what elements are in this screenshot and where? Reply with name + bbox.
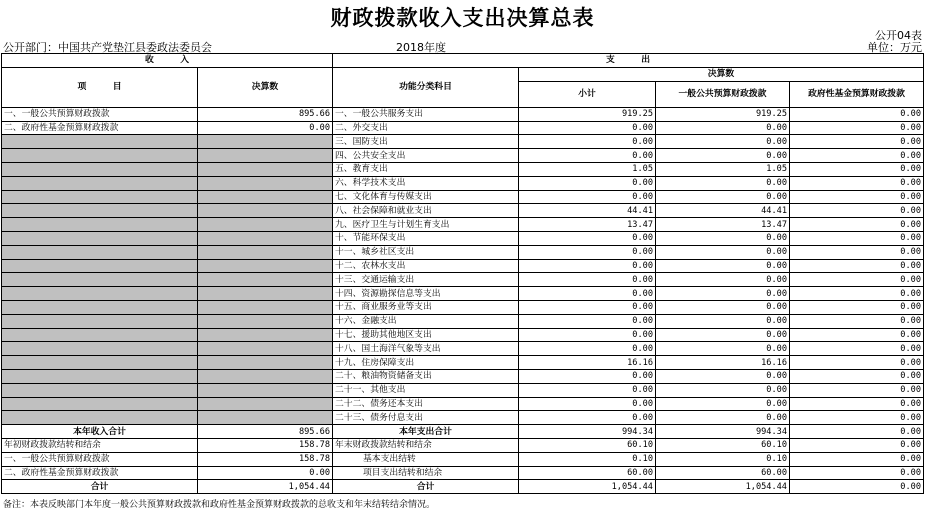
- income-item: [2, 300, 198, 314]
- carry-income-value: 0.00: [198, 466, 333, 480]
- income-item: [2, 149, 198, 163]
- table-row: [2, 259, 924, 273]
- expense-subtotal: 0.00: [519, 287, 656, 301]
- income-value: [198, 411, 333, 425]
- table-row: [2, 121, 924, 135]
- income-item: [2, 328, 198, 342]
- income-value: [198, 356, 333, 370]
- income-item: 二、政府性基金预算财政拨款: [2, 121, 198, 135]
- expense-general-budget: 0.00: [656, 328, 790, 342]
- income-value: [198, 383, 333, 397]
- expense-gov-fund: 0.00: [790, 204, 924, 218]
- income-value: [198, 218, 333, 232]
- expense-item: 二十二、债务还本支出: [333, 397, 519, 411]
- expense-gov-fund: 0.00: [790, 287, 924, 301]
- final-amount-header: 决算数: [198, 67, 333, 107]
- form-number: 公开04表: [875, 29, 922, 42]
- income-item: [2, 259, 198, 273]
- expense-item: 十一、城乡社区支出: [333, 245, 519, 259]
- expense-item: 十四、资源勘探信息等支出: [333, 287, 519, 301]
- expense-gov-fund: 0.00: [790, 231, 924, 245]
- table-row: [2, 107, 924, 121]
- expense-general-budget: 0.00: [656, 135, 790, 149]
- table-row: [2, 218, 924, 232]
- expense-gov-fund: 0.00: [790, 328, 924, 342]
- income-value: [198, 176, 333, 190]
- expense-gov-fund: 0.00: [790, 342, 924, 356]
- carry-subtotal: 60.00: [519, 466, 656, 480]
- table-row: [2, 176, 924, 190]
- income-item: [2, 190, 198, 204]
- table-row: [2, 300, 924, 314]
- table-row: [2, 342, 924, 356]
- income-item: [2, 369, 198, 383]
- table-row: [2, 397, 924, 411]
- final-amount-group-header: 决算数: [519, 67, 924, 81]
- expense-subtotal: 0.00: [519, 231, 656, 245]
- expense-item: 二十、粮油物资储备支出: [333, 369, 519, 383]
- table-body: [2, 107, 924, 493]
- table-row: [2, 231, 924, 245]
- table-row: [2, 314, 924, 328]
- expense-subtotal: 1.05: [519, 162, 656, 176]
- expense-general-budget: 0.00: [656, 231, 790, 245]
- expense-general-budget: 0.00: [656, 300, 790, 314]
- income-value: [198, 314, 333, 328]
- expense-subtotal: 0.00: [519, 259, 656, 273]
- grand-total-general: 1,054.44: [656, 480, 790, 494]
- expense-general-budget: 0.00: [656, 314, 790, 328]
- budget-summary-table: [1, 53, 924, 494]
- income-value: [198, 162, 333, 176]
- expense-general-budget: 13.47: [656, 218, 790, 232]
- expense-subtotal: 0.00: [519, 300, 656, 314]
- grand-total-income-value: 1,054.44: [198, 480, 333, 494]
- expense-general-budget: 0.00: [656, 245, 790, 259]
- income-item: [2, 135, 198, 149]
- table-row: [2, 369, 924, 383]
- carry-general: 0.10: [656, 452, 790, 466]
- income-value: [198, 190, 333, 204]
- income-value: [198, 259, 333, 273]
- carry-general: 60.00: [656, 466, 790, 480]
- carry-expense-item: 项目支出结转和结余: [333, 466, 519, 480]
- expense-subtotal: 0.00: [519, 190, 656, 204]
- expense-subtotal: 0.00: [519, 121, 656, 135]
- income-item: [2, 245, 198, 259]
- table-row: [2, 162, 924, 176]
- income-item: [2, 218, 198, 232]
- carry-income-value: 158.78: [198, 438, 333, 452]
- expense-general-budget: 0.00: [656, 259, 790, 273]
- income-value: [198, 369, 333, 383]
- income-value: [198, 287, 333, 301]
- income-value: [198, 245, 333, 259]
- expense-gov-fund: 0.00: [790, 356, 924, 370]
- expense-gov-fund: 0.00: [790, 245, 924, 259]
- table-row: [2, 273, 924, 287]
- report-title: 财政拨款收入支出决算总表: [330, 5, 595, 30]
- expense-gov-fund: 0.00: [790, 218, 924, 232]
- expense-total-general: 994.34: [656, 425, 790, 439]
- table-row: [2, 245, 924, 259]
- grand-total-row: [2, 480, 924, 494]
- subtotal-header: 小计: [519, 81, 656, 107]
- carry-fund: 0.00: [790, 438, 924, 452]
- income-item: 一、一般公共预算财政拨款: [2, 107, 198, 121]
- expense-item: 十二、农林水支出: [333, 259, 519, 273]
- income-value: [198, 397, 333, 411]
- expense-item: 九、医疗卫生与计划生育支出: [333, 218, 519, 232]
- expense-gov-fund: 0.00: [790, 176, 924, 190]
- expense-general-budget: 0.00: [656, 190, 790, 204]
- carry-subtotal: 0.10: [519, 452, 656, 466]
- carry-income-item: 二、政府性基金预算财政拨款: [2, 466, 198, 480]
- expense-subtotal: 13.47: [519, 218, 656, 232]
- expense-gov-fund: 0.00: [790, 149, 924, 163]
- carry-expense-item: 年末财政拨款结转和结余: [333, 438, 519, 452]
- table-row: [2, 135, 924, 149]
- table-row: [2, 287, 924, 301]
- expense-general-budget: 0.00: [656, 176, 790, 190]
- expense-item: 十七、援助其他地区支出: [333, 328, 519, 342]
- income-item: [2, 342, 198, 356]
- expense-item: 六、科学技术支出: [333, 176, 519, 190]
- expense-general-budget: 919.25: [656, 107, 790, 121]
- table-row: [2, 411, 924, 425]
- income-item: [2, 204, 198, 218]
- income-item: [2, 411, 198, 425]
- expense-item: 二十一、其他支出: [333, 383, 519, 397]
- income-item: [2, 383, 198, 397]
- expense-general-budget: 0.00: [656, 397, 790, 411]
- income-value: 895.66: [198, 107, 333, 121]
- expense-general-budget: 1.05: [656, 162, 790, 176]
- expense-item: 三、国防支出: [333, 135, 519, 149]
- income-value: [198, 204, 333, 218]
- expense-subtotal: 0.00: [519, 176, 656, 190]
- expense-general-budget: 0.00: [656, 342, 790, 356]
- report-meta: [0, 39, 925, 52]
- income-value: [198, 135, 333, 149]
- income-item: [2, 287, 198, 301]
- expense-general-budget: 0.00: [656, 273, 790, 287]
- income-value: [198, 231, 333, 245]
- carry-income-item: 一、一般公共预算财政拨款: [2, 452, 198, 466]
- income-total-label: 本年收入合计: [2, 425, 198, 439]
- expense-gov-fund: 0.00: [790, 259, 924, 273]
- item-header: 项 目: [2, 67, 198, 107]
- expense-general-budget: 0.00: [656, 369, 790, 383]
- carry-row: [2, 466, 924, 480]
- expense-gov-fund: 0.00: [790, 121, 924, 135]
- expense-subtotal: 0.00: [519, 135, 656, 149]
- expense-item: 一、一般公共服务支出: [333, 107, 519, 121]
- totals-row: [2, 425, 924, 439]
- expense-gov-fund: 0.00: [790, 383, 924, 397]
- expense-item: 十六、金融支出: [333, 314, 519, 328]
- carry-income-value: 158.78: [198, 452, 333, 466]
- fiscal-year: 2018年度: [396, 41, 446, 54]
- income-value: [198, 300, 333, 314]
- income-total-value: 895.66: [198, 425, 333, 439]
- income-item: [2, 356, 198, 370]
- expense-subtotal: 0.00: [519, 369, 656, 383]
- expense-subtotal: 16.16: [519, 356, 656, 370]
- carry-expense-item: 基本支出结转: [333, 452, 519, 466]
- income-value: [198, 342, 333, 356]
- expense-gov-fund: 0.00: [790, 314, 924, 328]
- expense-gov-fund: 0.00: [790, 273, 924, 287]
- expense-subtotal: 44.41: [519, 204, 656, 218]
- expense-gov-fund: 0.00: [790, 300, 924, 314]
- expense-item: 八、社会保障和就业支出: [333, 204, 519, 218]
- table-row: [2, 204, 924, 218]
- income-item: [2, 176, 198, 190]
- expense-item: 十、节能环保支出: [333, 231, 519, 245]
- expense-general-budget: 16.16: [656, 356, 790, 370]
- expense-gov-fund: 0.00: [790, 107, 924, 121]
- expense-gov-fund: 0.00: [790, 162, 924, 176]
- income-item: [2, 273, 198, 287]
- expense-subtotal: 0.00: [519, 328, 656, 342]
- unit-label: 单位：万元: [867, 41, 922, 54]
- carry-row: [2, 452, 924, 466]
- grand-total-subtotal: 1,054.44: [519, 480, 656, 494]
- expense-total-label: 本年支出合计: [333, 425, 519, 439]
- expense-subtotal: 0.00: [519, 314, 656, 328]
- carry-general: 60.10: [656, 438, 790, 452]
- expense-header: 支 出: [333, 54, 924, 68]
- table-row: [2, 149, 924, 163]
- income-item: [2, 397, 198, 411]
- expense-subtotal: 0.00: [519, 273, 656, 287]
- general-budget-header: 一般公共预算财政拨款: [656, 81, 790, 107]
- income-item: [2, 231, 198, 245]
- expense-item: 二、外交支出: [333, 121, 519, 135]
- expense-subtotal: 0.00: [519, 397, 656, 411]
- expense-item: 四、公共安全支出: [333, 149, 519, 163]
- expense-general-budget: 0.00: [656, 383, 790, 397]
- expense-gov-fund: 0.00: [790, 190, 924, 204]
- expense-subtotal: 0.00: [519, 342, 656, 356]
- carry-row: [2, 438, 924, 452]
- expense-item: 十五、商业服务业等支出: [333, 300, 519, 314]
- grand-total-expense-label: 合计: [333, 480, 519, 494]
- expense-gov-fund: 0.00: [790, 411, 924, 425]
- expense-item: 五、教育支出: [333, 162, 519, 176]
- expense-general-budget: 0.00: [656, 287, 790, 301]
- expense-subtotal: 0.00: [519, 383, 656, 397]
- expense-general-budget: 0.00: [656, 121, 790, 135]
- table-row: [2, 356, 924, 370]
- expense-general-budget: 44.41: [656, 204, 790, 218]
- income-value: 0.00: [198, 121, 333, 135]
- table-row: [2, 190, 924, 204]
- func-class-header: 功能分类科目: [333, 67, 519, 107]
- expense-total-subtotal: 994.34: [519, 425, 656, 439]
- expense-subtotal: 0.00: [519, 411, 656, 425]
- expense-subtotal: 0.00: [519, 149, 656, 163]
- income-item: [2, 314, 198, 328]
- carry-subtotal: 60.10: [519, 438, 656, 452]
- expense-gov-fund: 0.00: [790, 369, 924, 383]
- gov-fund-header: 政府性基金预算财政拨款: [790, 81, 924, 107]
- expense-item: 二十三、债务付息支出: [333, 411, 519, 425]
- carry-income-item: 年初财政拨款结转和结余: [2, 438, 198, 452]
- expense-subtotal: 0.00: [519, 245, 656, 259]
- expense-gov-fund: 0.00: [790, 397, 924, 411]
- expense-item: 七、文化体育与传媒支出: [333, 190, 519, 204]
- expense-general-budget: 0.00: [656, 149, 790, 163]
- department-label: 公开部门：中国共产党垫江县委政法委员会: [3, 41, 212, 54]
- expense-item: 十八、国土海洋气象等支出: [333, 342, 519, 356]
- expense-total-fund: 0.00: [790, 425, 924, 439]
- expense-item: 十三、交通运输支出: [333, 273, 519, 287]
- carry-fund: 0.00: [790, 452, 924, 466]
- expense-subtotal: 919.25: [519, 107, 656, 121]
- table-row: [2, 383, 924, 397]
- income-value: [198, 328, 333, 342]
- income-value: [198, 273, 333, 287]
- carry-fund: 0.00: [790, 466, 924, 480]
- expense-gov-fund: 0.00: [790, 135, 924, 149]
- income-value: [198, 149, 333, 163]
- expense-general-budget: 0.00: [656, 411, 790, 425]
- grand-total-income-label: 合计: [2, 480, 198, 494]
- expense-item: 十九、住房保障支出: [333, 356, 519, 370]
- income-header: 收 入: [2, 54, 333, 68]
- footnote: 备注：本表反映部门本年度一般公共预算财政拨款和政府性基金预算财政拨款的总收支和年末结转结余情况。: [3, 500, 436, 510]
- grand-total-fund: 0.00: [790, 480, 924, 494]
- table-row: [2, 328, 924, 342]
- income-item: [2, 162, 198, 176]
